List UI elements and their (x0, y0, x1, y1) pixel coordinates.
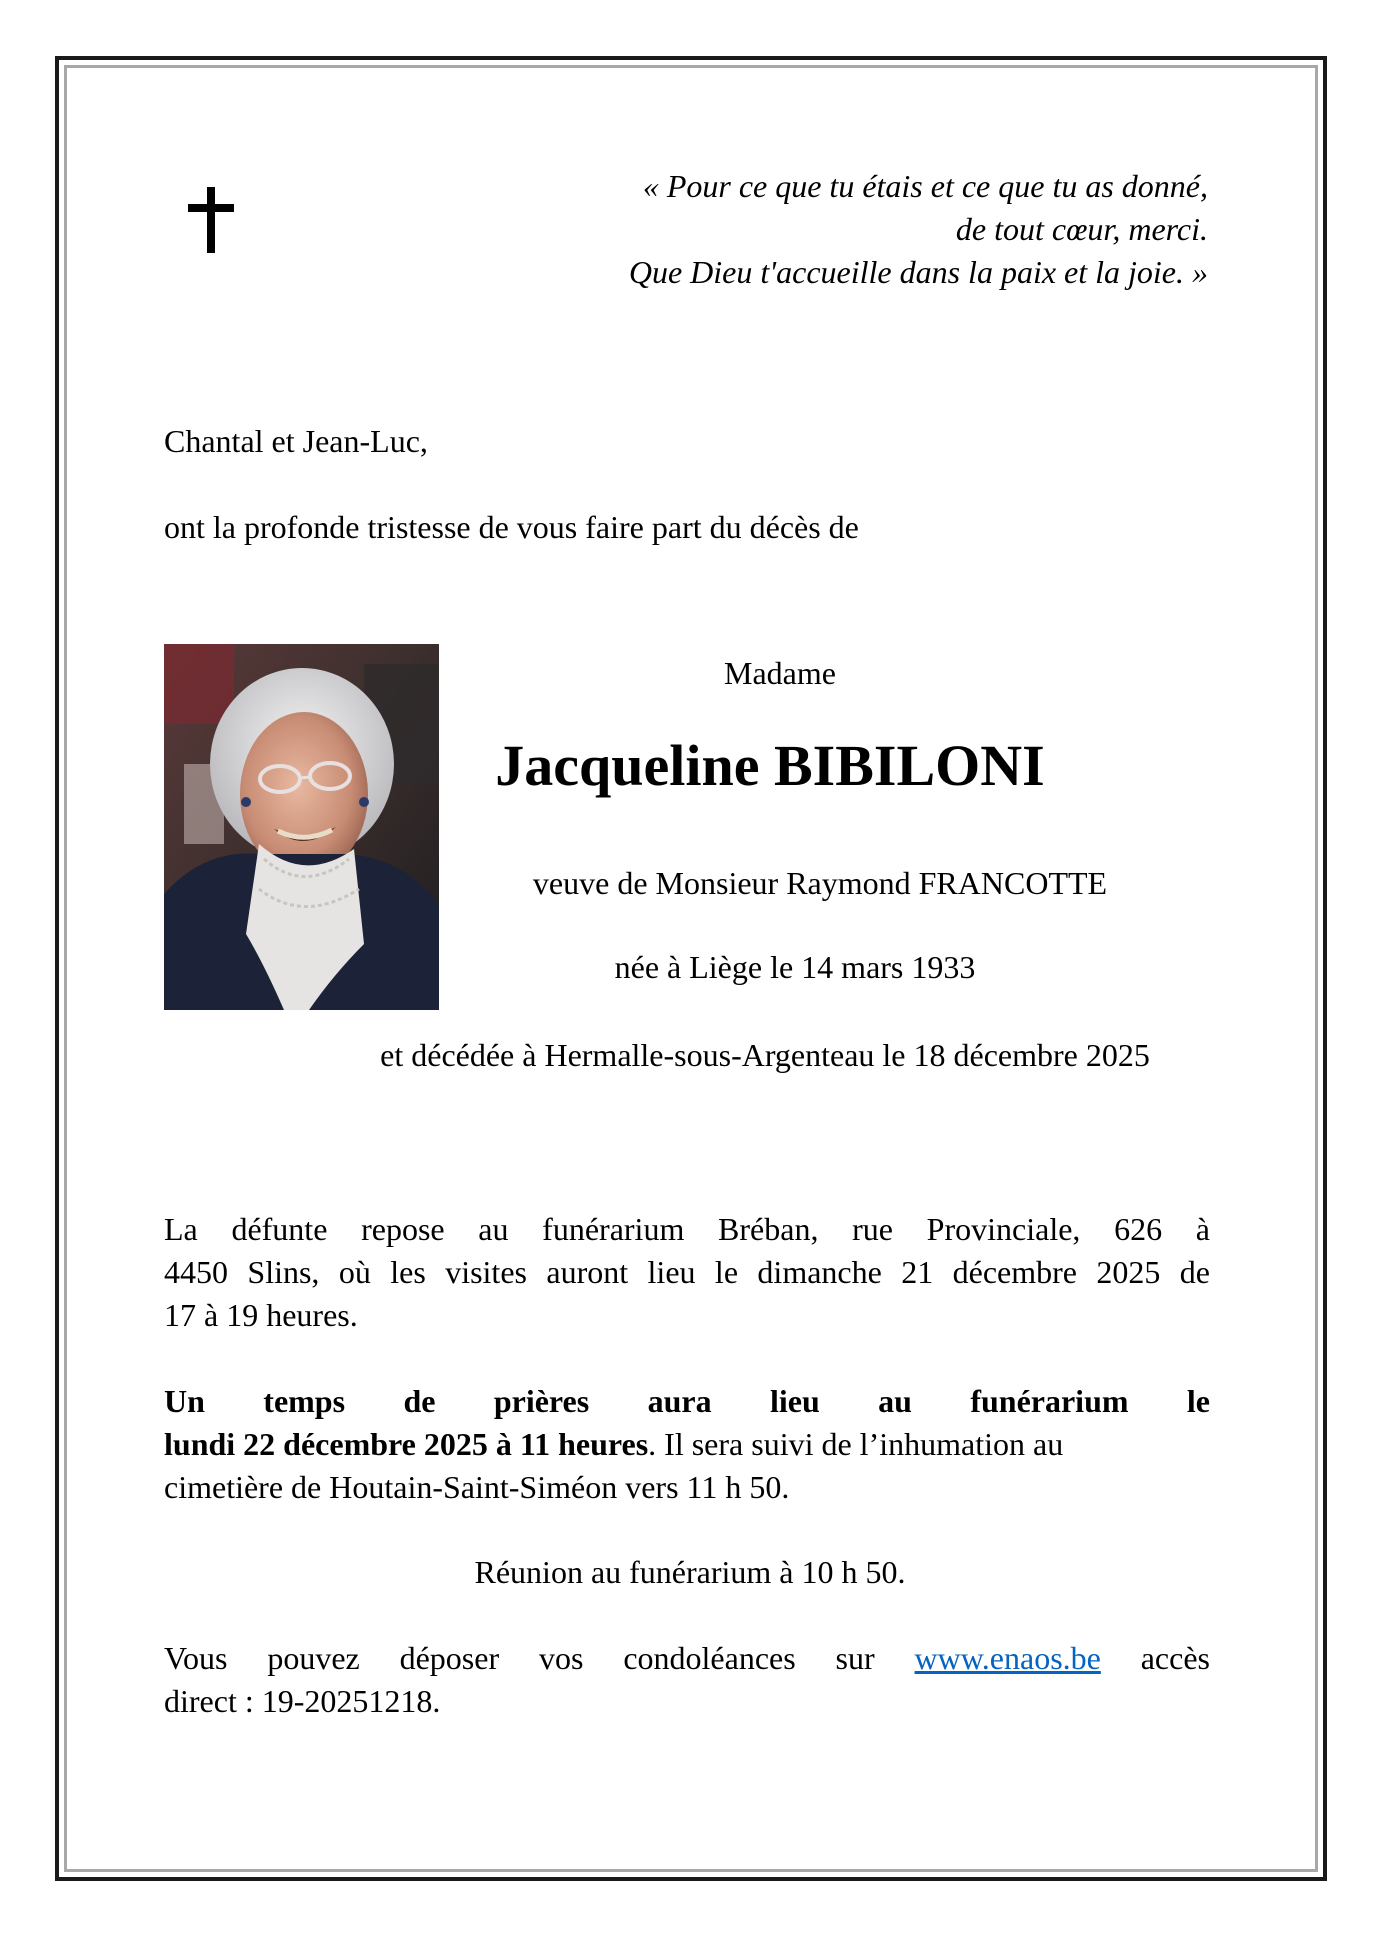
condolences-word-1: Vous (164, 1640, 228, 1676)
condolences-word-5: condoléances (623, 1640, 796, 1676)
prayer-date: lundi 22 décembre 2025 à 11 heures (164, 1426, 649, 1462)
repose-line-2: 4450 Slins, où les visites auront lieu le dimanche 21 décembre 2025 de (164, 1254, 1210, 1290)
repose-paragraph (164, 1208, 1210, 1337)
condolences-line-1 (164, 1637, 1210, 1680)
condolences-word-6: sur (835, 1640, 875, 1676)
death-info: et décédée à Hermalle-sous-Argenteau le 18 décembre 2025 (380, 1037, 1150, 1073)
portrait-photo (164, 644, 439, 1010)
condolences-after: accès (1140, 1640, 1210, 1676)
enaos-link[interactable]: www.enaos.be (914, 1640, 1101, 1676)
condolences-word-3: déposer (399, 1640, 500, 1676)
deceased-name: Jacqueline BIBILONI (495, 733, 1045, 798)
announcement-text: ont la profonde tristesse de vous faire part du décès de (164, 509, 859, 545)
quote-line-1: « Pour ce que tu étais et ce que tu as donné, (642, 168, 1208, 204)
condolences-word-2: pouvez (267, 1640, 360, 1676)
prayer-paragraph (164, 1380, 1210, 1509)
deceased-title: Madame (724, 655, 836, 691)
prayer-line-2-rest: . Il sera suivi de l’inhumation au (648, 1426, 1064, 1462)
prayer-line-2 (164, 1423, 1210, 1466)
condolences-word-4: vos (538, 1640, 584, 1676)
repose-line-3: 17 à 19 heures. (164, 1297, 358, 1333)
birth-info: née à Liège le 14 mars 1933 (614, 949, 976, 985)
condolences-paragraph (164, 1637, 1210, 1723)
announcers: Chantal et Jean-Luc, (164, 423, 428, 459)
prayer-line-1: Un temps de prières aura lieu au funérarium le (164, 1383, 1210, 1419)
reunion-info: Réunion au funérarium à 10 h 50. (474, 1554, 906, 1590)
prayer-line-3: cimetière de Houtain-Saint-Siméon vers 11 h 50. (164, 1469, 790, 1505)
condolences-line-2: direct : 19-20251218. (164, 1683, 441, 1719)
cross-icon (188, 187, 234, 253)
epigraph-quote (520, 165, 1208, 294)
repose-line-1: La défunte repose au funérarium Bréban, rue Provinciale, 626 à (164, 1211, 1210, 1247)
widow-of: veuve de Monsieur Raymond FRANCOTTE (532, 865, 1108, 901)
quote-line-3: Que Dieu t'accueille dans la paix et la joie. » (628, 254, 1208, 290)
quote-line-2: de tout cœur, merci. (955, 211, 1208, 247)
